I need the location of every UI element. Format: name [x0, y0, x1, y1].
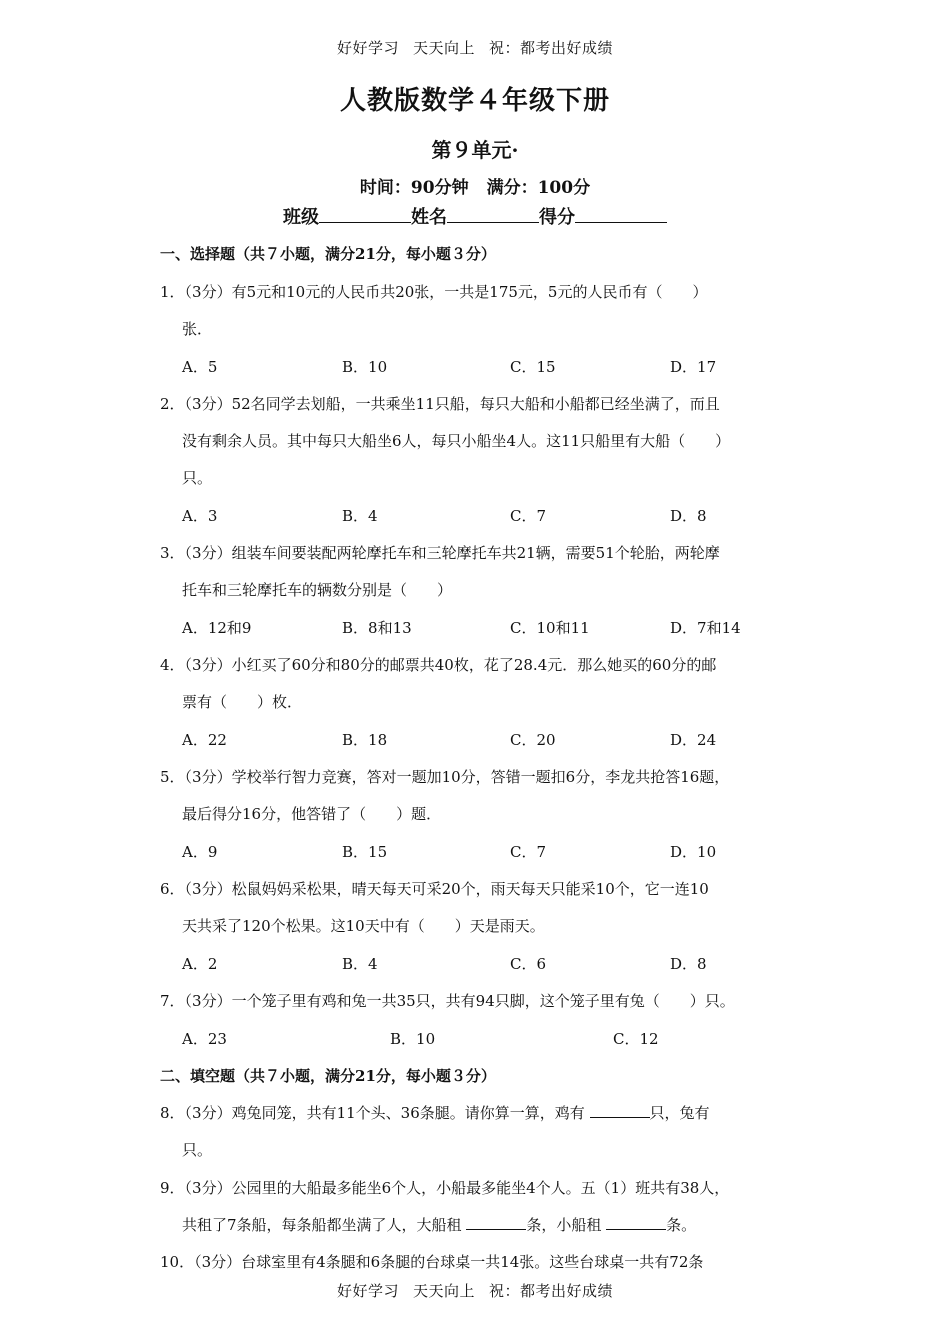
- q2-option-a[interactable]: A．3: [182, 507, 218, 525]
- q4-option-d[interactable]: D．24: [670, 731, 717, 749]
- q6-option-d[interactable]: D．8: [670, 955, 707, 973]
- header-text-3: 祝：都考出好成绩: [489, 39, 614, 57]
- exam-meta: [0, 173, 950, 198]
- q3-option-b[interactable]: B．8和13: [342, 619, 412, 637]
- q1-option-a[interactable]: A．5: [182, 358, 218, 376]
- question-2: 2．（3分）52名同学去划船，一共乘坐11只船，每只大船和小船都已经坐满了，而且: [160, 395, 720, 413]
- q3-option-d[interactable]: D．7和14: [670, 619, 741, 637]
- question-7: 7．（3分）一个笼子里有鸡和兔一共35只，共有94只脚，这个笼子里有兔（ ）只。: [160, 992, 735, 1010]
- question-6: 6．（3分）松鼠妈妈采松果，晴天每天可采20个，雨天每天只能采10个，它一连10: [160, 880, 709, 898]
- class-blank[interactable]: [319, 204, 411, 223]
- q1-option-b[interactable]: B．10: [342, 358, 388, 376]
- q2-option-c[interactable]: C．7: [510, 507, 547, 525]
- q6-option-b[interactable]: B．4: [342, 955, 378, 973]
- question-2-cont2: 只。: [182, 469, 213, 487]
- section-heading-choice: 一、选择题（共７小题，满分21分，每小题３分）: [160, 245, 496, 263]
- q3-option-a[interactable]: A．12和9: [182, 619, 252, 637]
- q1-option-d[interactable]: D．17: [670, 358, 717, 376]
- question-1-cont: 张．: [182, 320, 213, 338]
- class-label: 班级: [283, 207, 319, 228]
- score-blank[interactable]: [575, 204, 667, 223]
- q1-option-c[interactable]: C．15: [510, 358, 556, 376]
- time-limit: 时间：90分钟: [359, 178, 469, 198]
- header-text-2: 天天向上: [412, 39, 475, 57]
- q8-text-b: 只，兔有: [649, 1104, 710, 1122]
- page-title: 人教版数学４年级下册: [339, 86, 610, 116]
- q9-blank-2[interactable]: [606, 1215, 666, 1230]
- q4-option-c[interactable]: C．20: [510, 731, 556, 749]
- q5-option-a[interactable]: A．9: [182, 843, 218, 861]
- q8-text-a: 8．（3分）鸡兔同笼，共有11个头、36条腿。请你算一算，鸡有: [160, 1104, 585, 1122]
- q7-option-b[interactable]: B．10: [390, 1030, 436, 1048]
- q2-option-b[interactable]: B．4: [342, 507, 378, 525]
- footer-text-2: 天天向上: [412, 1282, 475, 1300]
- question-1: 1．（3分）有5元和10元的人民币共20张，一共是175元，5元的人民币有（ ）: [160, 283, 708, 301]
- q2-option-d[interactable]: D．8: [670, 507, 707, 525]
- q6-option-c[interactable]: C．6: [510, 955, 547, 973]
- footer-text-1: 好好学习: [336, 1282, 399, 1300]
- q3-option-c[interactable]: C．10和11: [510, 619, 590, 637]
- q9-text-b: 共租了7条船，每条船都坐满了人，大船租: [182, 1216, 462, 1234]
- q6-option-a[interactable]: A．2: [182, 955, 218, 973]
- q9-text-d: 条。: [666, 1216, 697, 1234]
- q5-option-d[interactable]: D．10: [670, 843, 717, 861]
- page-footer: [0, 1280, 950, 1301]
- header-text-1: 好好学习: [336, 39, 399, 57]
- question-5-cont: 最后得分16分，他答错了（ ）题．: [182, 805, 442, 823]
- q8-blank-1[interactable]: [590, 1103, 650, 1118]
- question-5: 5．（3分）学校举行智力竞赛，答对一题加10分，答错一题扣6分，李龙共抢答16题，: [160, 768, 730, 786]
- name-label: 姓名: [411, 207, 447, 228]
- q9-text-c: 条，小船租: [526, 1216, 602, 1234]
- q7-option-c[interactable]: C．12: [613, 1030, 659, 1048]
- question-6-cont: 天共采了120个松果。这10天中有（ ）天是雨天。: [182, 917, 545, 935]
- footer-text-3: 祝：都考出好成绩: [489, 1282, 614, 1300]
- question-2-cont: 没有剩余人员。其中每只大船坐6人，每只小船坐4人。这11只船里有大船（ ）: [182, 432, 731, 450]
- question-4: 4．（3分）小红买了60分和80分的邮票共40枚，花了28.4元．那么她买的60分的邮: [160, 656, 717, 674]
- q4-option-b[interactable]: B．18: [342, 731, 388, 749]
- question-4-cont: 票有（ ）枚．: [182, 693, 303, 711]
- unit-title: 第９单元·: [431, 138, 519, 162]
- student-info: [0, 203, 950, 229]
- question-3-cont: 托车和三轮摩托车的辆数分别是（ ）: [182, 581, 453, 599]
- name-blank[interactable]: [447, 204, 539, 223]
- full-score: 满分：100分: [486, 178, 591, 198]
- page-header: [0, 37, 950, 58]
- score-label: 得分: [539, 207, 575, 228]
- question-8: [160, 1102, 710, 1123]
- question-9: 9．（3分）公园里的大船最多能坐6个人，小船最多能坐4个人。五（1）班共有38人，: [160, 1179, 730, 1197]
- question-8-cont: 只。: [182, 1141, 213, 1159]
- q5-option-b[interactable]: B．15: [342, 843, 388, 861]
- question-9-cont: [182, 1214, 696, 1235]
- q5-option-c[interactable]: C．7: [510, 843, 547, 861]
- question-10: 10．（3分）台球室里有4条腿和6条腿的台球桌一共14张。这些台球桌一共有72条: [160, 1253, 704, 1271]
- q4-option-a[interactable]: A．22: [182, 731, 227, 749]
- q9-blank-1[interactable]: [466, 1215, 526, 1230]
- section-heading-fill: 二、填空题（共７小题，满分21分，每小题３分）: [160, 1067, 496, 1085]
- q7-option-a[interactable]: A．23: [182, 1030, 227, 1048]
- question-3: 3．（3分）组装车间要装配两轮摩托车和三轮摩托车共21辆，需要51个轮胎，两轮摩: [160, 544, 720, 562]
